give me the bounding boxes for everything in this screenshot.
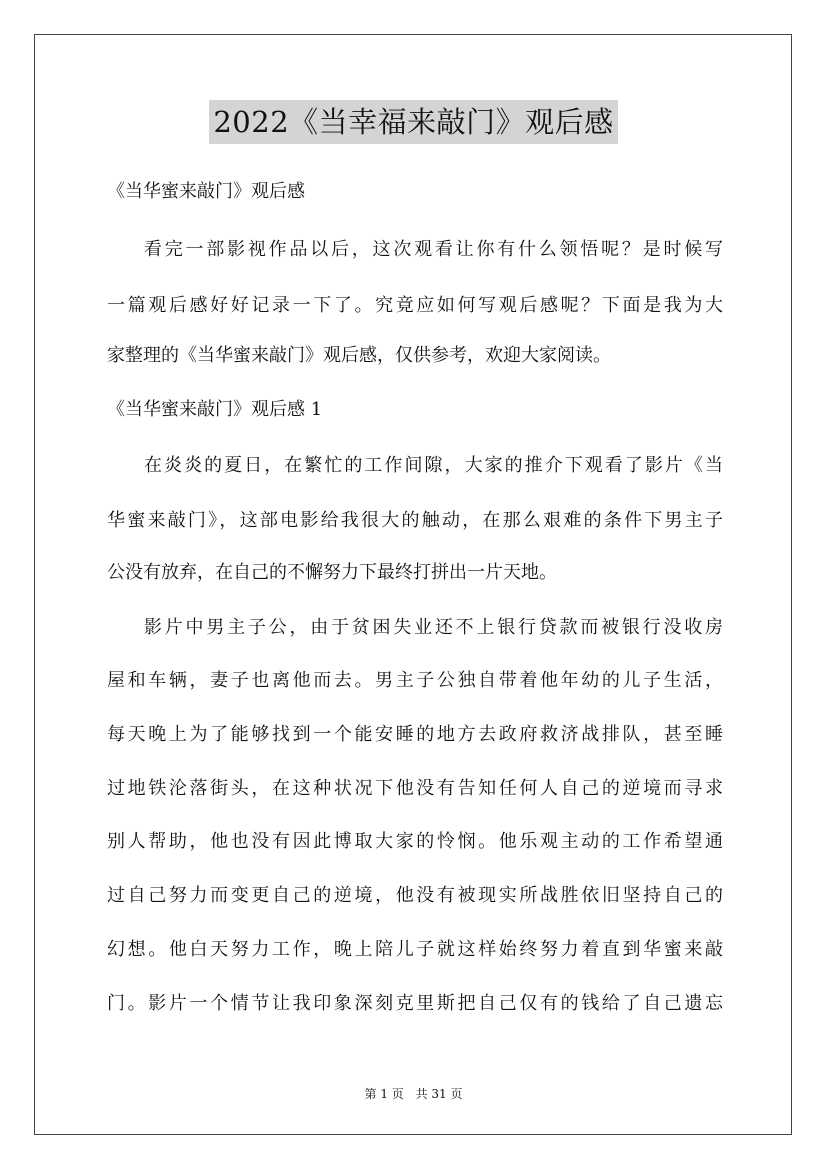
page-number: 第 1 页 <box>364 1087 404 1101</box>
section-heading: 《当华蜜来敲门》观后感 1 <box>107 399 323 420</box>
paragraph-line: 公没有放弃，在自己的不懈努力下最终打拼出一片天地。 <box>107 562 557 583</box>
intro-line: 一篇观后感好好记录一下了。究竟应如何写观后感呢？下面是我为大 <box>107 295 723 316</box>
paragraph-line: 过地铁沦落街头，在这种状况下他没有告知任何人自己的逆境而寻求 <box>107 778 723 799</box>
intro-line: 家整理的《当华蜜来敲门》观后感，仅供参考，欢迎大家阅读。 <box>107 345 611 366</box>
paragraph-line: 门。影片一个情节让我印象深刻克里斯把自己仅有的钱给了自己遗忘 <box>107 993 723 1014</box>
paragraph-line: 别人帮助，他也没有因此博取大家的怜悯。他乐观主动的工作希望通 <box>107 831 723 852</box>
paragraph-line: 在炎炎的夏日，在繁忙的工作间隙，大家的推介下观看了影片《当 <box>144 455 723 476</box>
paragraph-line: 幻想。他白天努力工作，晚上陪儿子就这样始终努力着直到华蜜来敲 <box>107 939 723 960</box>
page-footer <box>0 1085 827 1102</box>
title-container <box>0 100 827 144</box>
subheading: 《当华蜜来敲门》观后感 <box>107 181 305 202</box>
page-total: 共 31 页 <box>415 1087 463 1101</box>
paragraph-line: 影片中男主子公，由于贫困失业还不上银行贷款而被银行没收房 <box>144 617 723 638</box>
paragraph-line: 华蜜来敲门》，这部电影给我很大的触动，在那么艰难的条件下男主子 <box>107 510 723 531</box>
document-title: 2022《当幸福来敲门》观后感 <box>209 100 617 144</box>
intro-line: 看完一部影视作品以后，这次观看让你有什么领悟呢？是时候写 <box>144 239 723 260</box>
paragraph-line: 屋和车辆，妻子也离他而去。男主子公独自带着他年幼的儿子生活， <box>107 670 723 691</box>
paragraph-line: 每天晚上为了能够找到一个能安睡的地方去政府救济战排队，甚至睡 <box>107 724 723 745</box>
paragraph-line: 过自己努力而变更自己的逆境，他没有被现实所战胜依旧坚持自己的 <box>107 885 723 906</box>
